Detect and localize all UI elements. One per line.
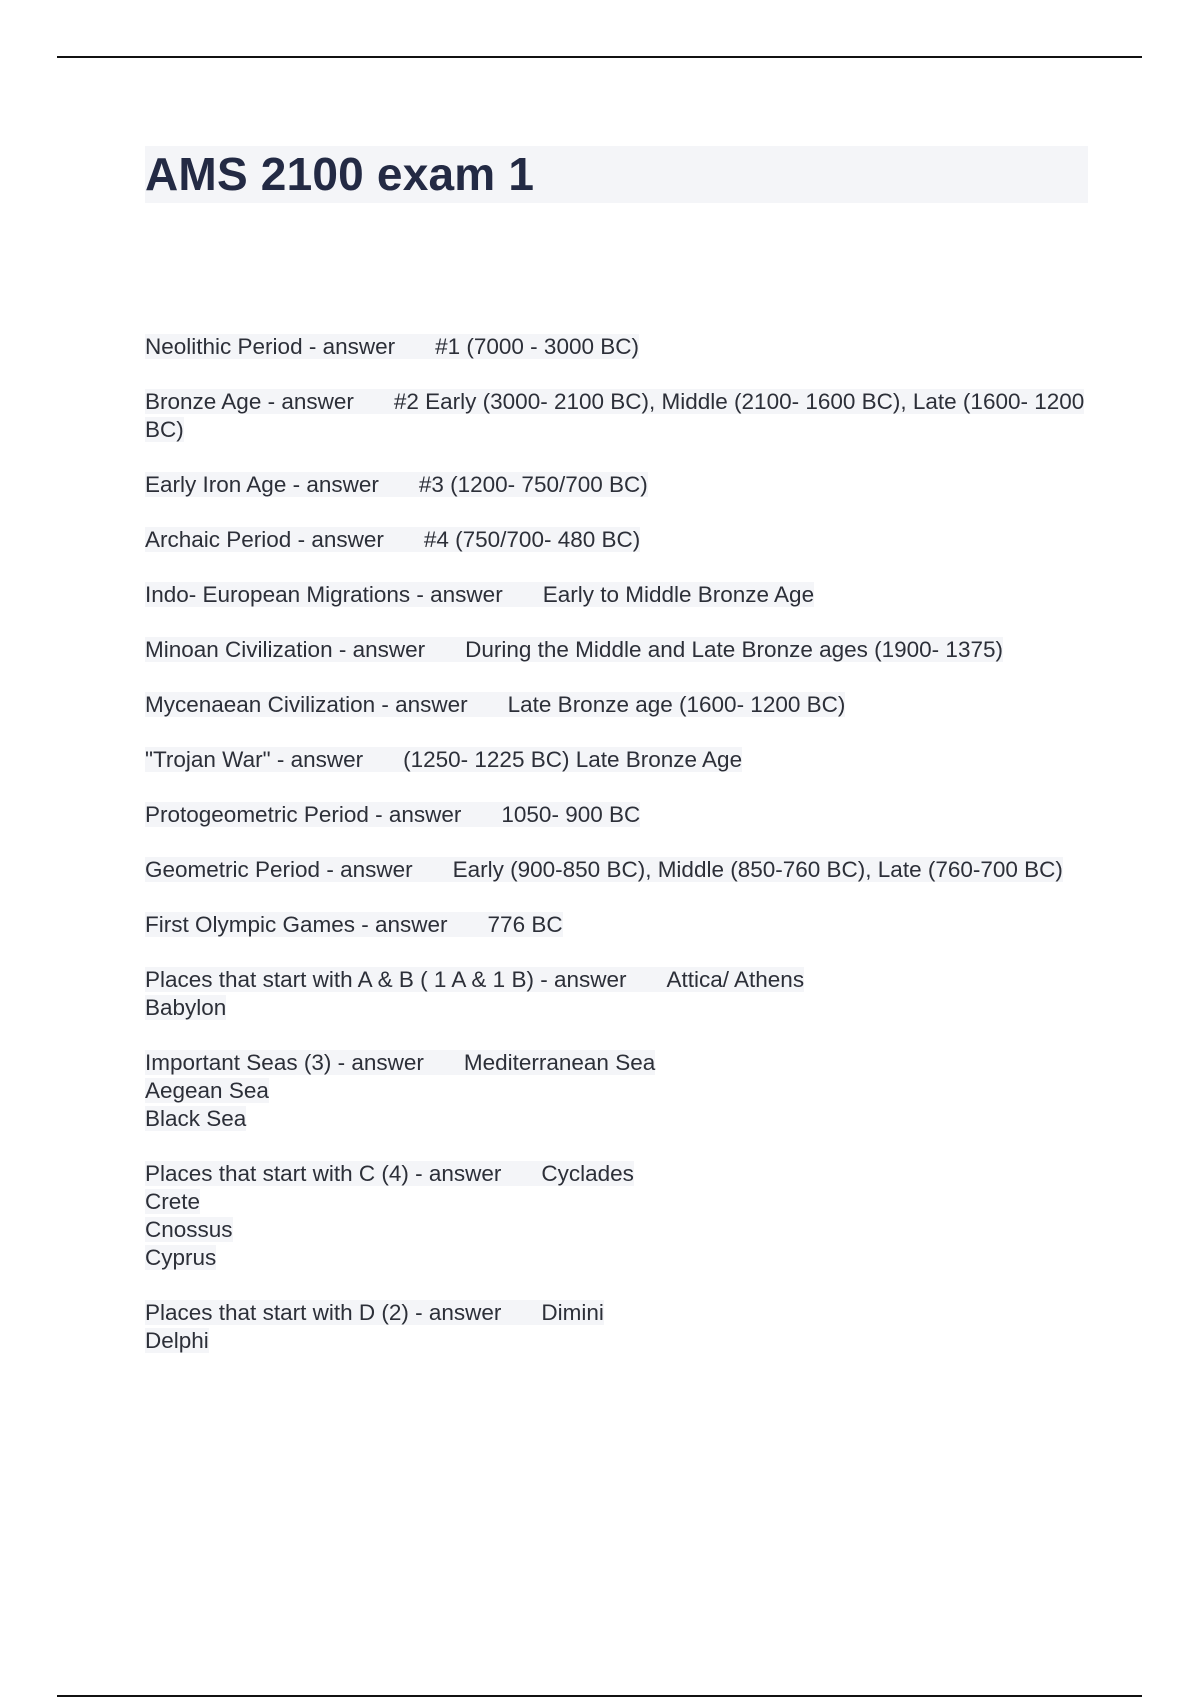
flashcard-item (145, 966, 1090, 1022)
flashcard-term: Places that start with D (2) (145, 1300, 409, 1325)
flashcard-answer-line: Cyprus (145, 1245, 217, 1270)
flashcard-item (145, 471, 1090, 499)
flashcard-term: "Trojan War" (145, 747, 271, 772)
flashcard-item (145, 526, 1090, 554)
flashcard-answer: Cyclades (541, 1161, 634, 1186)
top-rule (57, 56, 1142, 58)
document-title: AMS 2100 exam 1 (145, 148, 535, 200)
flashcard-term: Mycenaean Civilization (145, 692, 376, 717)
bottom-rule (57, 1695, 1142, 1697)
flashcard-line (145, 912, 563, 937)
flashcard-item (145, 388, 1090, 444)
flashcard-term: Neolithic Period (145, 334, 303, 359)
flashcard-line (145, 692, 845, 717)
answer-separator: - answer (291, 527, 384, 552)
flashcard-line (145, 637, 1003, 662)
flashcard-term: First Olympic Games (145, 912, 356, 937)
flashcard-list (145, 333, 1090, 1382)
flashcard-line (145, 802, 640, 827)
flashcard-term: Places that start with C (4) (145, 1161, 409, 1186)
flashcard-answer: Attica/ Athens (666, 967, 805, 992)
answer-separator: - answer (332, 637, 426, 662)
flashcard-item (145, 333, 1090, 361)
flashcard-answer: Mediterranean Sea (463, 1050, 656, 1075)
answer-separator: - answer (286, 472, 379, 497)
answer-separator: - answer (302, 334, 396, 359)
answer-separator: - answer (331, 1050, 424, 1075)
flashcard-line (145, 857, 1063, 882)
flashcard-answer: Early to Middle Bronze Age (542, 582, 815, 607)
flashcard-item (145, 1299, 1090, 1355)
flashcard-term: Indo- European Migrations (145, 582, 411, 607)
flashcard-term: Bronze Age (145, 389, 262, 414)
flashcard-answer: 776 BC (487, 912, 563, 937)
flashcard-answer-line: Aegean Sea (145, 1078, 269, 1103)
flashcard-line (145, 1050, 655, 1075)
flashcard-line (145, 527, 640, 552)
answer-separator: - answer (261, 389, 354, 414)
flashcard-item (145, 636, 1090, 664)
flashcard-term: Important Seas (3) (145, 1050, 332, 1075)
flashcard-line (145, 747, 742, 772)
flashcard-answer-line: Delphi (145, 1328, 209, 1353)
flashcard-term: Protogeometric Period (145, 802, 369, 827)
flashcard-answer: Late Bronze age (1600- 1200 BC) (507, 692, 846, 717)
flashcard-line (145, 967, 804, 992)
flashcard-term: Early Iron Age (145, 472, 287, 497)
flashcard-item (145, 581, 1090, 609)
answer-separator: - answer (408, 1300, 502, 1325)
flashcard-term: Archaic Period (145, 527, 292, 552)
flashcard-item (145, 911, 1090, 939)
flashcard-item (145, 691, 1090, 719)
flashcard-line (145, 1161, 634, 1186)
flashcard-line (145, 389, 1084, 442)
flashcard-item (145, 1049, 1090, 1133)
flashcard-answer: #2 Early (3000- 2100 BC), Middle (2100- 1600 BC), Late (1600- 1200 BC) (145, 389, 1085, 442)
flashcard-answer: Dimini (541, 1300, 604, 1325)
answer-separator: - answer (375, 692, 468, 717)
flashcard-answer: During the Middle and Late Bronze ages (1900- 1375) (465, 637, 1003, 662)
flashcard-answer-line: Babylon (145, 995, 227, 1020)
answer-separator: - answer (270, 747, 364, 772)
flashcard-answer: #3 (1200- 750/700 BC) (418, 472, 648, 497)
answer-separator: - answer (320, 857, 413, 882)
flashcard-term: Geometric Period (145, 857, 321, 882)
flashcard-answer: 1050- 900 BC (501, 802, 641, 827)
flashcard-item (145, 856, 1090, 884)
answer-separator: - answer (355, 912, 448, 937)
flashcard-item (145, 746, 1090, 774)
flashcard-line (145, 472, 648, 497)
flashcard-item (145, 1160, 1090, 1272)
flashcard-answer-line: Black Sea (145, 1106, 247, 1131)
answer-separator: - answer (410, 582, 503, 607)
flashcard-answer: #1 (7000 - 3000 BC) (435, 334, 639, 359)
flashcard-line (145, 334, 639, 359)
flashcard-item (145, 801, 1090, 829)
answer-separator: - answer (408, 1161, 502, 1186)
flashcard-answer: (1250- 1225 BC) Late Bronze Age (403, 747, 743, 772)
flashcard-answer-line: Cnossus (145, 1217, 233, 1242)
flashcard-term: Minoan Civilization (145, 637, 333, 662)
flashcard-line (145, 1300, 604, 1325)
flashcard-line (145, 582, 814, 607)
flashcard-answer-line: Crete (145, 1189, 201, 1214)
flashcard-answer: #4 (750/700- 480 BC) (423, 527, 641, 552)
flashcard-term: Places that start with A & B ( 1 A & 1 B) (145, 967, 534, 992)
answer-separator: - answer (368, 802, 462, 827)
flashcard-answer: Early (900-850 BC), Middle (850-760 BC), Late (760-700 BC) (452, 857, 1063, 882)
answer-separator: - answer (533, 967, 627, 992)
